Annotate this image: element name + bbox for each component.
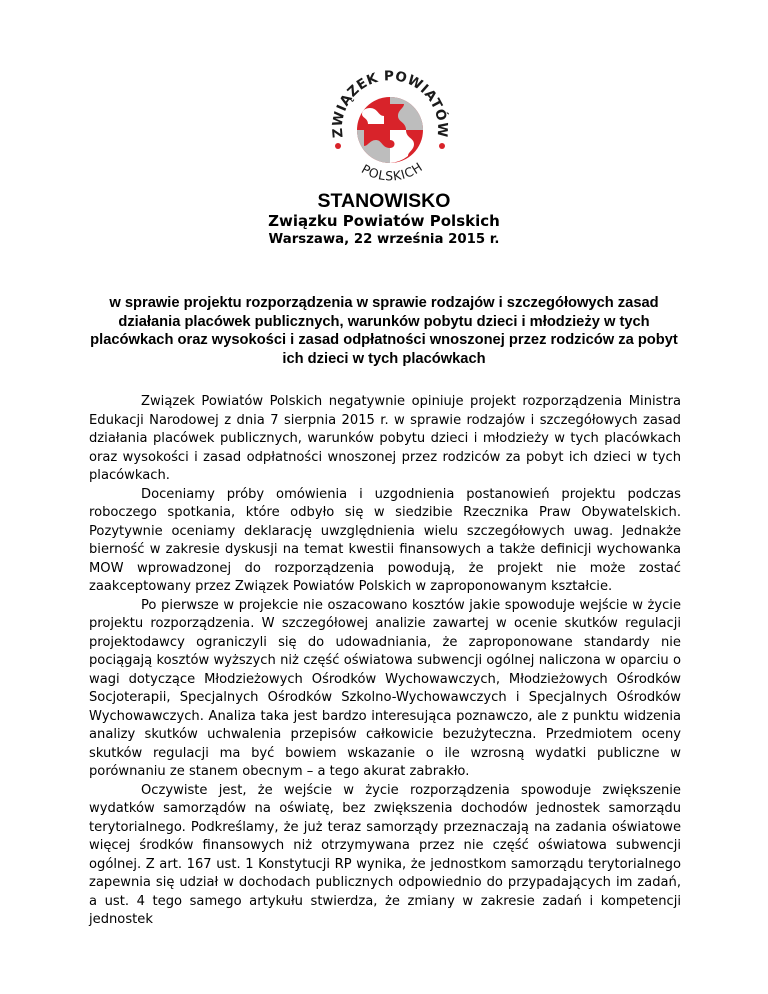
body-paragraph: Doceniamy próby omówienia i uzgodnienia postanowień projektu podczas roboczego spotkania, które odbyło się w siedzibie Rzecznika Praw Obywatelskich. Pozytywnie oceniamy deklarację uwzględnienia wielu szczegółowych uwag. Jednakże bierność w zakresie dyskusji na temat kwestii finansowych a także definicji wychowanka MOW wprowadzonej do rozporządzenia powodują, że projekt nie może zostać zaakceptowany przez Związek Powiatów Polskich w zaproponowanym kształcie. xyxy=(89,486,681,594)
organization-name: Związku Powiatów Polskich xyxy=(268,212,500,230)
logo-dot-left xyxy=(335,143,341,149)
document-title: STANOWISKO xyxy=(317,190,451,212)
body-paragraph: Po pierwsze w projekcie nie oszacowano kosztów jakie spowoduje wejście w życie projektu rozporządzenia. W szczegółowej analizie zawartej w ocenie skutków regulacji projektodawcy ograniczyli się do udowadniania, że zaproponowane standardy nie pociągają kosztów wyższych niż część oświatowa subwencji ogólnej naliczona w oparciu o wagi dotyczące Młodzieżowych Ośrodków Wychowawczych, Młodzieżowych Ośrodków Socjoterapii, Specjalnych Ośrodków Szkolno-Wychowawczych i Specjalnych Ośrodków Wychowawczych. Analiza taka jest bardzo interesująca poznawczo, ale z punktu widzenia analizy skutków uchwalenia przepisów całkowicie bezużyteczna. Przedmiotem oceny skutków regulacji ma być bowiem wskazanie o ile wzrosną wydatki publiczne w porównaniu ze stanem obecnym – a tego akurat zabrakło. xyxy=(89,597,681,779)
place-and-date: Warszawa, 22 września 2015 r. xyxy=(268,232,500,247)
document-body xyxy=(89,393,681,930)
body-paragraph: Oczywiste jest, że wejście w życie rozporządzenia spowoduje zwiększenie wydatków samorządów na oświatę, bez zwiększenia dochodów jednostek samorządu terytorialnego. Podkreślamy, że już teraz samorządy przeznaczają na zadania oświatowe więcej środków finansowych niż otrzymywana przez nie część oświatowa subwencji ogólnej. Z art. 167 ust. 1 Konstytucji RP wynika, że jednostkom samorządu terytorialnego zapewnia się udział w dochodach publicznych odpowiednio do przypadających im zadań, a ust. 4 tego samego artykułu stwierdza, że zmiany w zakresie zadań i kompetencji jednostek xyxy=(89,782,681,927)
logo-text-top: ZWIĄZEK POWIATÓW xyxy=(329,68,451,139)
logo-text-bottom: POLSKICH xyxy=(359,159,426,184)
organization-logo xyxy=(320,58,460,198)
document-header xyxy=(0,190,768,249)
body-paragraph: Związek Powiatów Polskich negatywnie opiniuje projekt rozporządzenia Ministra Edukacji Narodowej z dnia 7 sierpnia 2015 r. w sprawie rodzajów i szczegółowych zasad działania placówek publicznych, warunków pobytu dzieci i młodzieży w tych placówkach oraz wysokości i zasad odpłatności wnoszonej przez rodziców za pobyt ich dzieci w tych placówkach. xyxy=(89,394,681,483)
document-subject: w sprawie projektu rozporządzenia w sprawie rodzajów i szczegółowych zasad działania placówek publicznych, warunków pobytu dzieci i młodzieży w tych placówkach oraz wysokości i zasad odpłatności wnoszonej przez rodziców za pobyt ich dzieci w tych placówkach xyxy=(90,295,678,367)
logo-graphic xyxy=(320,58,460,198)
puzzle-emblem xyxy=(357,97,423,163)
logo-dot-right xyxy=(439,143,445,149)
